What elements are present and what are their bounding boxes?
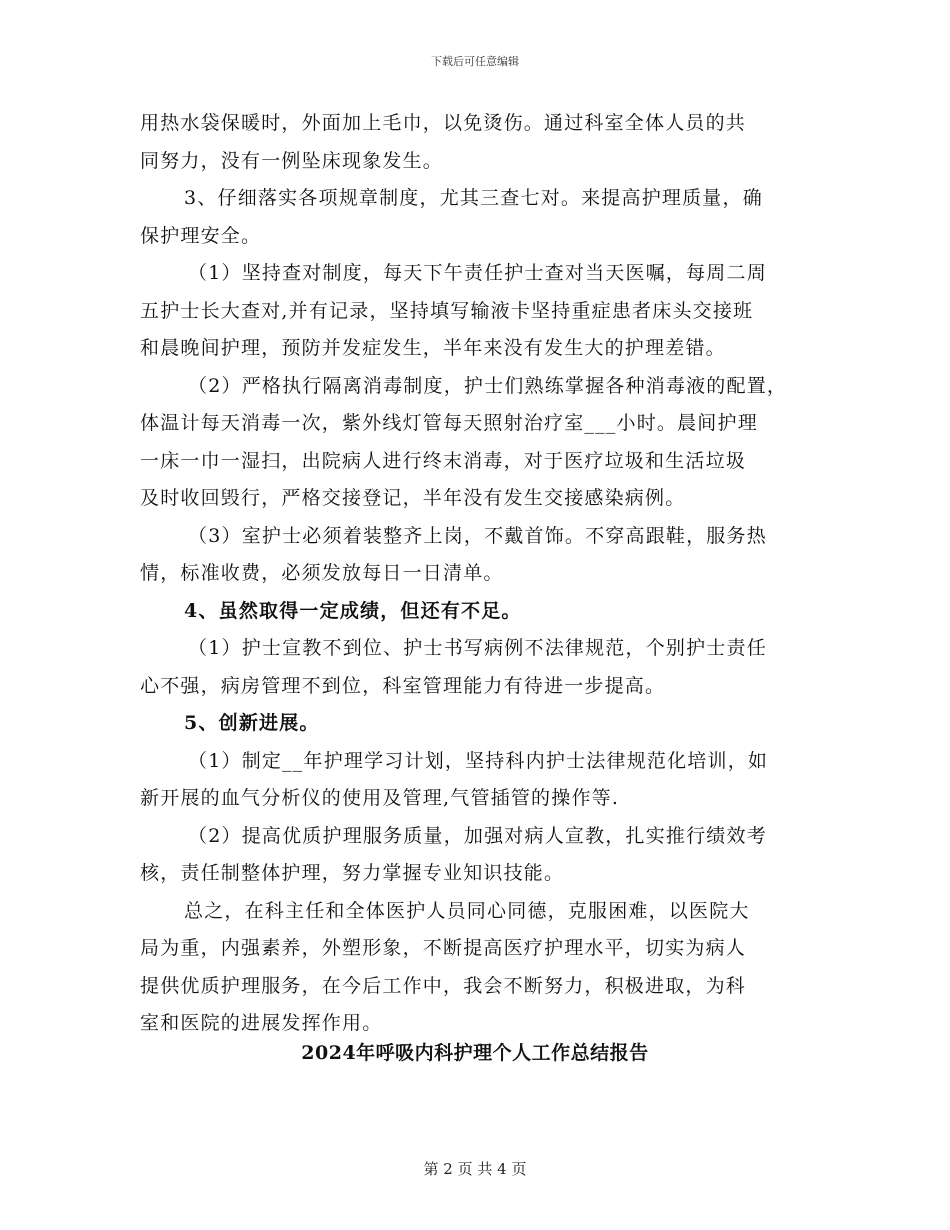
page-footer: 第 2 页 共 4 页 bbox=[423, 1160, 527, 1178]
document-title: 2024年呼吸内科护理个人工作总结报告 bbox=[301, 1042, 649, 1064]
paragraph-line: 核，责任制整体护理，努力掌握专业知识技能。 bbox=[140, 862, 565, 884]
paragraph-line: （1）制定__年护理学习计划，坚持科内护士法律规范化培训，如 bbox=[188, 749, 769, 772]
paragraph-line: 情，标准收费，必须发放每日一日清单。 bbox=[140, 562, 504, 584]
page-header: 下载后可任意编辑 bbox=[431, 55, 519, 68]
section-heading: 4、虽然取得一定成绩，但还有不足。 bbox=[184, 599, 522, 622]
paragraph-line: 总之，在科主任和全体医护人员同心同德，克服困难，以医院大 bbox=[184, 899, 750, 922]
paragraph-line: （2）严格执行隔离消毒制度，护士们熟练掌握各种消毒液的配置， bbox=[188, 374, 788, 397]
paragraph-line: 心不强，病房管理不到位，科室管理能力有待进一步提高。 bbox=[140, 674, 666, 697]
paragraph-line: （2）提高优质护理服务质量，加强对病人宣教，扎实推行绩效考 bbox=[188, 824, 767, 847]
document-body bbox=[140, 105, 810, 1043]
paragraph-line: 局为重，内强素养，外塑形象，不断提高医疗护理水平，切实为病人 bbox=[140, 937, 747, 959]
paragraph-line: 同努力，没有一例坠床现象发生。 bbox=[140, 149, 444, 172]
paragraph-line: （1）护士宣教不到位、护士书写病例不法律规范，个别护士责任 bbox=[188, 637, 767, 659]
paragraph-line: 用热水袋保暖时，外面加上毛巾，以免烫伤。通过科室全体人员的共 bbox=[140, 112, 747, 134]
paragraph-line: 一床一巾一湿扫，出院病人进行终末消毒，对于医疗垃圾和生活垃圾 bbox=[140, 449, 747, 472]
paragraph-line: （3）室护士必须着装整齐上岗，不戴首饰。不穿高跟鞋，服务热 bbox=[188, 524, 767, 547]
paragraph-line: （1）坚持查对制度，每天下午责任护士查对当天医嘱，每周二周 bbox=[188, 262, 767, 284]
paragraph-line: 3、仔细落实各项规章制度，尤其三查七对。来提高护理质量，确 bbox=[184, 187, 763, 209]
paragraph-line: 体温计每天消毒一次，紫外线灯管每天照射治疗室___小时。晨间护理 bbox=[140, 412, 758, 434]
paragraph-line: 保护理安全。 bbox=[140, 224, 262, 247]
paragraph-line: 提供优质护理服务，在今后工作中，我会不断努力，积极进取，为科 bbox=[140, 974, 747, 997]
paragraph-line: 五护士长大查对,并有记录，坚持填写输液卡坚持重症患者床头交接班 bbox=[140, 299, 754, 322]
paragraph-line: 室和医院的进展发挥作用。 bbox=[140, 1012, 383, 1034]
paragraph-line: 和晨晚间护理，预防并发症发生，半年来没有发生大的护理差错。 bbox=[140, 337, 726, 359]
paragraph-line: 及时收回毁行，严格交接登记，半年没有发生交接感染病例。 bbox=[140, 487, 686, 509]
paragraph-line: 新开展的血气分析仪的使用及管理,气管插管的操作等. bbox=[140, 787, 620, 809]
section-heading: 5、创新进展。 bbox=[184, 712, 320, 734]
